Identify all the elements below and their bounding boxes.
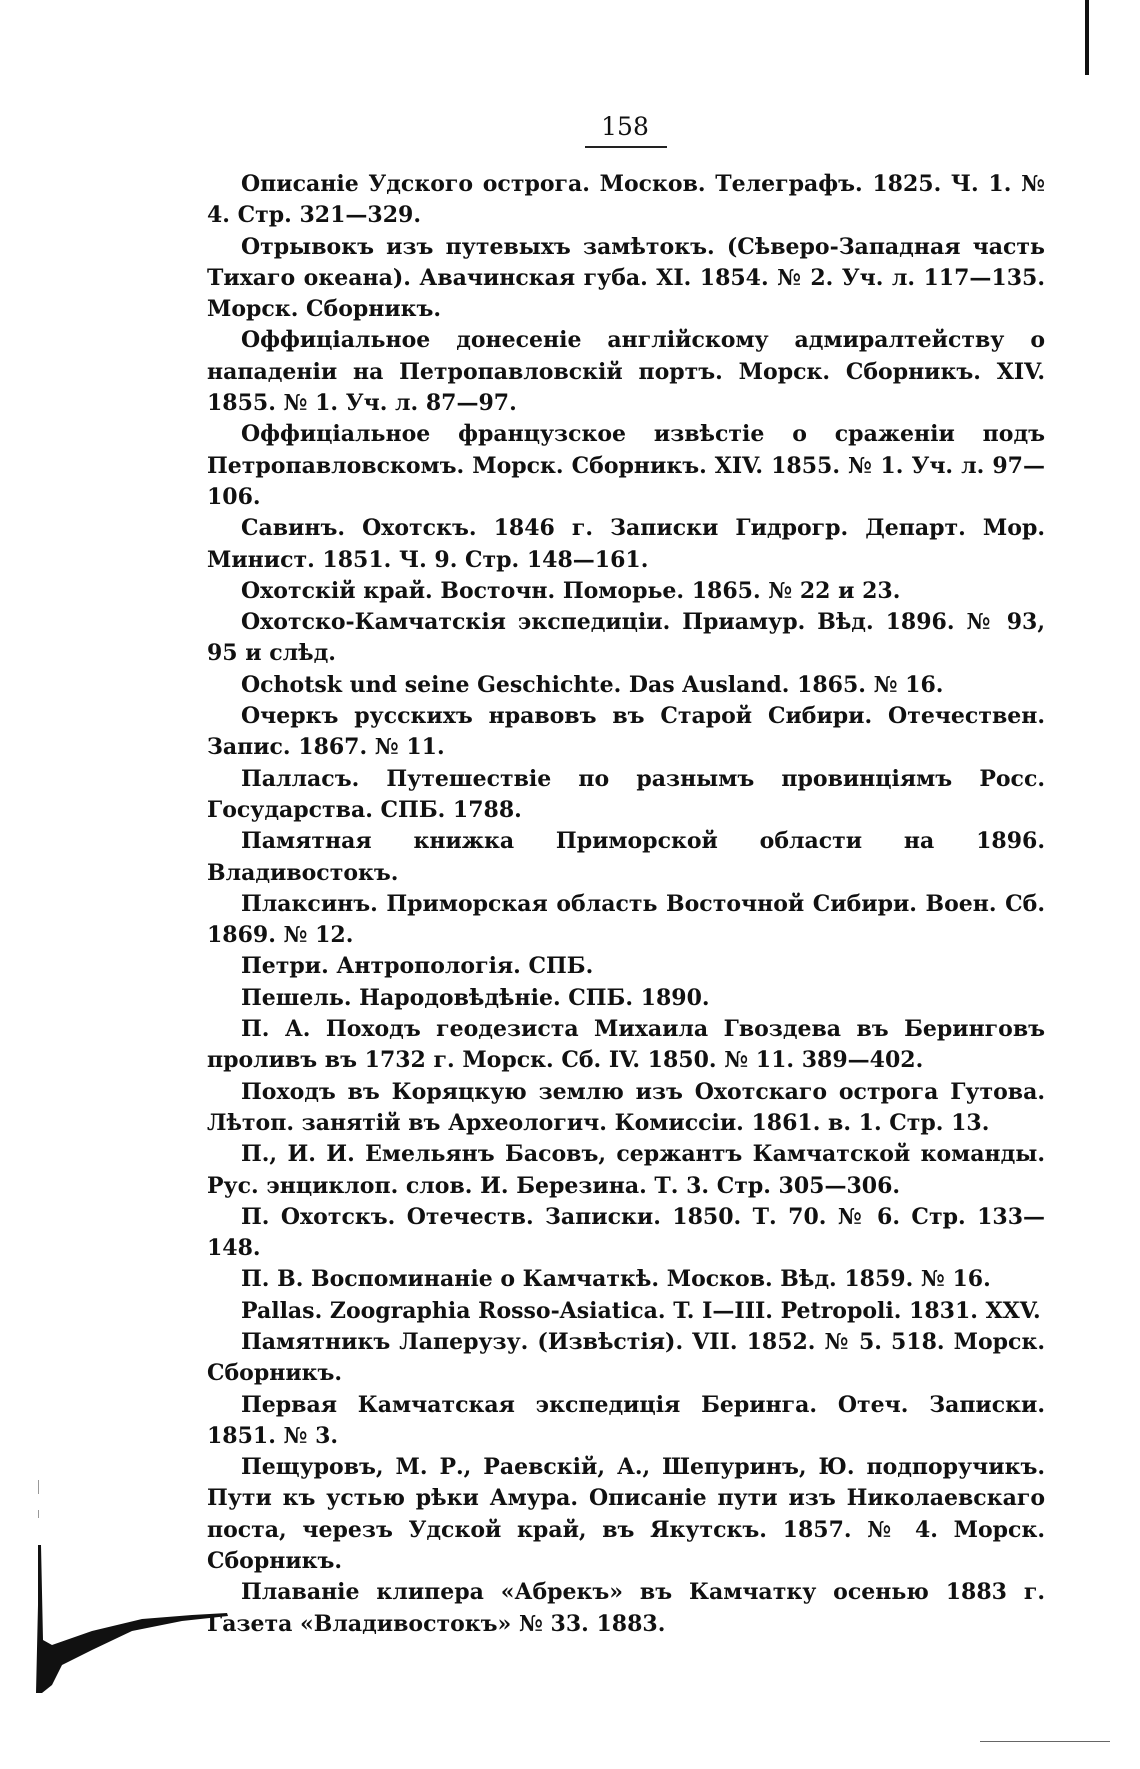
- right-margin-rule: [1085, 0, 1089, 75]
- bibliography-entry: П. Охотскъ. Отечеств. Записки. 1850. Т. 70. № 6. Стр. 133—148.: [207, 1203, 1045, 1262]
- bibliography-entry: П. В. Воспоминаніе о Камчаткѣ. Москов. Вѣд. 1859. № 16.: [241, 1266, 991, 1293]
- bibliography-entry: Петри. Антропологія. СПБ.: [241, 953, 594, 980]
- bibliography-entry: Плаваніе клипера «Абрекъ» въ Камчатку осенью 1883 г. Газета «Владивостокъ» № 33. 1883.: [207, 1579, 1045, 1637]
- bibliography-entry: Плаксинъ. Приморская область Восточной Сибири. Воен. Сб. 1869. № 12.: [207, 890, 1045, 949]
- bibliography-entry: Памятникъ Лаперузу. (Извѣстія). VII. 1852. № 5. 518. Морск. Сборникъ.: [207, 1328, 1045, 1387]
- bibliography-entry: Охотскій край. Восточн. Поморье. 1865. № 22 и 23.: [241, 577, 901, 604]
- bibliography-entry: П., И. И. Емельянъ Басовъ, сержантъ Камчатской команды. Рус. энциклоп. слов. И. Березина. Т. 3. Стр. 305—306.: [207, 1141, 1045, 1199]
- scan-edge-mark: [32, 1545, 232, 1695]
- bibliography-entry: Палласъ. Путешествіе по разнымъ провинціямъ Росс. Государства. СПБ. 1788.: [207, 765, 1045, 823]
- bibliography-entry: Охотско-Камчатскія экспедиціи. Приамур. Вѣд. 1896. № 93, 95 и слѣд.: [207, 609, 1045, 667]
- bibliography-entry: Походъ въ Коряцкую землю изъ Охотскаго острога Гутова. Лѣтоп. занятій въ Археологич. Комиссіи. 1861. в. 1. Стр. 13.: [207, 1078, 1045, 1136]
- bibliography-entry: Первая Камчатская экспедиція Беринга. Отеч. Записки. 1851. № 3.: [207, 1391, 1045, 1449]
- scan-edge-shape: [36, 1545, 228, 1693]
- bibliography-entry: Отрывокъ изъ путевыхъ замѣтокъ. (Сѣверо-Западная часть Тихаго океана). Авачинская губа. XI. 1854. № 2. Уч. л. 117—135. Морск. Сборникъ.: [207, 233, 1045, 323]
- left-margin-tick: [38, 1510, 39, 1518]
- bibliography-entry: Pallas. Zoographia Rosso-Asiatica. T. I—III. Petropoli. 1831. XXV.: [241, 1297, 1041, 1324]
- bibliography-entry: П. А. Походъ геодезиста Михаила Гвоздева въ Беринговъ проливъ въ 1732 г. Морск. Сб. IV. 1850. № 11. 389—402.: [207, 1016, 1045, 1074]
- bibliography-entry: Оффиціальное донесеніе англійскому адмиралтейству о нападеніи на Петропавловскій портъ. Морск. Сборникъ. XIV. 1855. № 1. Уч. л. 87—97.: [207, 327, 1045, 417]
- bibliography-entry: Пещуровъ, М. Р., Раевскій, А., Шепуринъ, Ю. подпоручикъ. Пути къ устью рѣки Амура. Описаніе пути изъ Николаевскаго поста, черезъ Удской край, въ Якутскъ. 1857. № 4. Морск. Сборникъ.: [207, 1454, 1045, 1575]
- bibliography-entry: Пешель. Народовѣдѣніе. СПБ. 1890.: [241, 984, 710, 1011]
- bibliography-entry: Ochotsk und seine Geschichte. Das Ausland. 1865. № 16.: [241, 671, 944, 698]
- left-margin-tick: [38, 1480, 39, 1494]
- page-number-underline: [585, 146, 667, 148]
- bibliography-entry: Памятная книжка Приморской области на 1896. Владивостокъ.: [207, 828, 1045, 886]
- bibliography-entry: Описаніе Удского острога. Москов. Телеграфъ. 1825. Ч. 1. № 4. Стр. 321—329.: [207, 171, 1045, 229]
- bibliography-entry: Очеркъ русскихъ нравовъ въ Старой Сибири. Отечествен. Запис. 1867. № 11.: [207, 703, 1045, 761]
- page-number: 158: [601, 112, 649, 141]
- bibliography-entry: Савинъ. Охотскъ. 1846 г. Записки Гидрогр. Департ. Мор. Минист. 1851. Ч. 9. Стр. 148—161.: [207, 515, 1045, 573]
- bibliography-list: [207, 169, 1045, 1640]
- bottom-right-rule: [980, 1741, 1110, 1742]
- bibliography-entry: Оффиціальное французское извѣстіе о сраженіи подъ Петропавловскомъ. Морск. Сборникъ. XIV. 1855. № 1. Уч. л. 97—106.: [207, 421, 1045, 510]
